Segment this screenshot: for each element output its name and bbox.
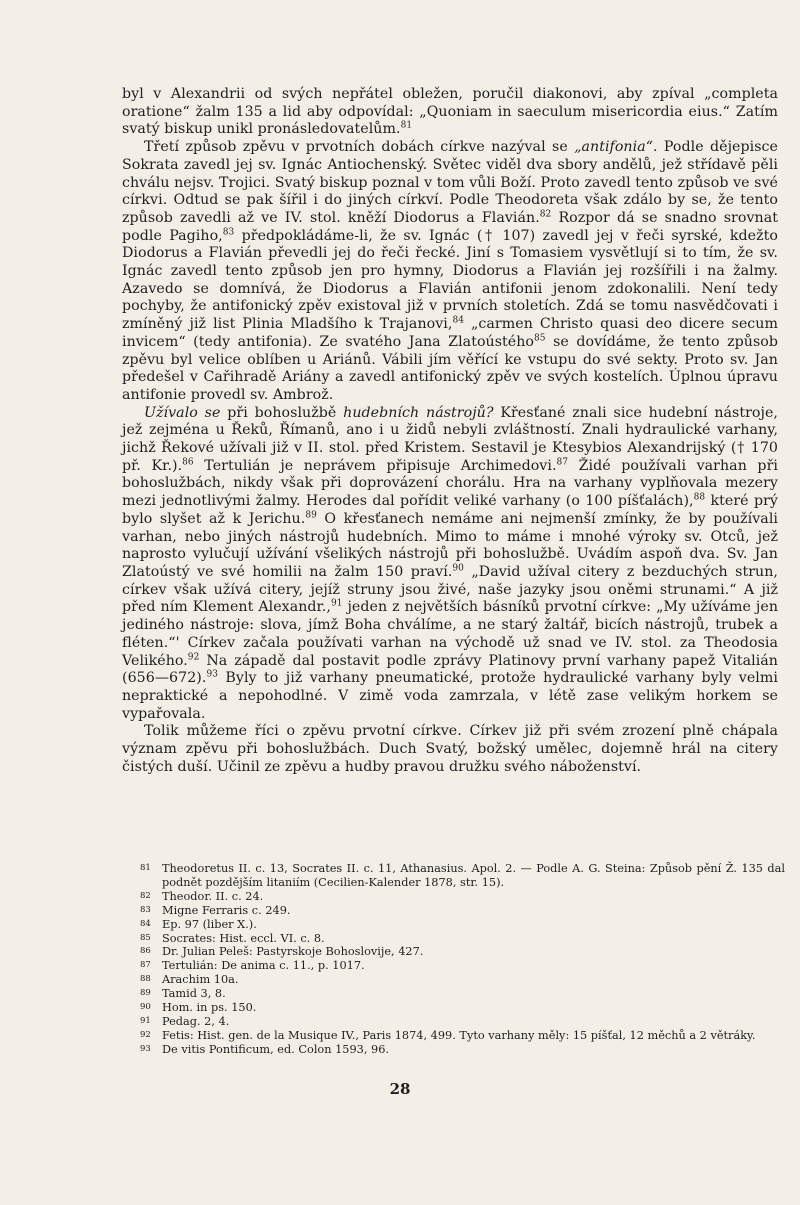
text-run: Křesťané znali sice hudební nástroje, jež zejména u Řeků, Římanů, ano i u židů nebyli zvláštností. Znali hydraulické varhany, jichž Řekové užívali již v II. stol. před Kristem. Sestavil je Ktesybios Alexandrijský († 170 př. Kr.). (122, 404, 778, 474)
footnote-text: Arachim 10a. (162, 973, 239, 987)
text-run: Židé používali varhan při bohoslužbách, nikdy však při doprovázení chorálu. Hra na varhany vyplňovala mezery mezi jednotlivými žalmy. Herodes dal pořídit veliké varhany (o 100 píšťalách), (122, 457, 778, 510)
footnote-ref: 84 (452, 315, 464, 326)
footnote-number: 90 (140, 1002, 151, 1013)
text-run: se dovídáme, že tento způsob zpěvu byl velice oblíben u Ariánů. Vábili jím věřící ke vstupu do své sekty. Proto sv. Jan předešel v Cařihradě Ariány a zavedl antifonický zpěv ve svých kostelích. Úplnou úpravu antifonie provedl sv. Ambrož. (122, 333, 778, 403)
italic-text: „antifonia“ (574, 139, 654, 156)
footnote-ref: 93 (206, 669, 218, 680)
main-text (122, 86, 778, 776)
text-run: O křesťanech nemáme ani nejmenší zmínky, že by používali varhan, nebo jiných nástrojů hudebních. Mimo to máme i mnohé výroky sv. Otců, jež naprosto vylučují užívání všelikých nástrojů při bohoslužbě. Uvádím aspoň dva. Sv. Jan Zlatoústý ve své homilii na žalm 150 praví. (122, 510, 778, 580)
text-run: jeden z největších básníků prvotní církve: „My užíváme jen jediného nástroje: slova, jímž Boha chválíme, a ne starý žaltář, bicích nástrojů, trubek a fléten.“' Církev začala používati varhan na východě už snad ve IV. stol. za Theodosia Velikého. (122, 599, 779, 669)
footnote-number: 88 (140, 974, 151, 985)
footnote-number: 85 (140, 932, 151, 943)
footnote-number: 87 (140, 960, 151, 971)
footnote-text: Tamid 3, 8. (162, 987, 226, 1001)
text-run: „carmen Christo quasi deo dicere secum invicem“ (tedy antifonia). Ze svatého Jana Zlatoústého (122, 316, 778, 350)
footnote (140, 918, 785, 932)
text-run: které prý bylo slyšet až k Jerichu. (122, 493, 778, 527)
footnote-ref: 81 (400, 120, 413, 131)
paragraph (122, 86, 778, 139)
footnote-text: Pedag. 2, 4. (162, 1014, 230, 1028)
footnote (140, 1029, 785, 1043)
text-run: Tolik můžeme říci o zpěvu prvotní církve. Církev již při svém zrození plně chápala význam zpěvu při bohoslužbách. Duch Svatý, božský umělec, dojemně hrál na citery čistých duší. Učinil ze zpěvu a hudby pravou družku svého náboženství. (122, 723, 778, 775)
footnote-ref: 89 (305, 510, 317, 521)
paragraph (122, 723, 778, 776)
footnote-text: Ep. 97 (liber X.). (162, 917, 257, 931)
text-run: Na západě dal postavit podle zprávy Platinovy první varhany papež Vitalián (656—672). (122, 652, 778, 687)
footnote-text: Dr. Julian Peleš: Pastyrskoje Bohoslovije, 427. (162, 945, 424, 959)
text-run: „David užíval citery z bezduchých strun, církev však užívá citery, jejíž struny jsou živé, naše jazyky jsou oněmi strunami.“ A již před ním Klement Alexandr., (122, 563, 778, 616)
footnote (140, 1001, 785, 1015)
text-run: . Podle dějepisce Sokrata zavedl jej sv. Ignác Antiochenský. Světec viděl dva sbory andělů, jež střídavě pěli chválu nejsv. Trojici. Svatý biskup poznal v tom vůli Boží. Proto zavedl tento způsob ve své církvi. Odtud se pak šířil i do jiných církví. Podle Theodoreta však zdálo by se, že tento způsob zavedli až ve IV. stol. kněží Diodorus a Flavián. (122, 139, 778, 226)
footnote (140, 945, 785, 959)
text-run: Tertulián je neprávem připisuje Archimedovi. (193, 457, 557, 474)
footnote-text: Theodor. II. c. 24. (162, 889, 264, 903)
paragraph (122, 405, 778, 724)
text-run: Rozpor dá se snadno srovnat podle Pagiho, (122, 209, 778, 244)
italic-text: hudebních nástrojů? (343, 404, 494, 421)
footnote-ref: 92 (187, 651, 200, 662)
footnote-text: Socrates: Hist. eccl. VI. c. 8. (162, 931, 325, 945)
footnote (140, 862, 785, 890)
footnote-text: Migne Ferraris c. 249. (162, 903, 291, 917)
text-run: při bohoslužbě (220, 404, 344, 421)
footnote (140, 1043, 785, 1057)
footnote (140, 1015, 785, 1029)
footnote-number: 81 (140, 863, 151, 873)
footnote-ref: 90 (452, 563, 464, 574)
footnote-text: Theodoretus II. c. 13, Socrates II. c. 11, Athanasius. Apol. 2. — Podle A. G. Steina: Způsob pění Ž. 135 dal podnět pozdějším litaniím (Cecilien-Kalender 1878, str. 15). (162, 862, 785, 889)
footnote-ref: 86 (182, 457, 194, 468)
footnote-number: 84 (140, 918, 151, 929)
footnote-number: 82 (140, 890, 151, 901)
footnote-ref: 85 (534, 333, 546, 344)
footnote-ref: 82 (539, 209, 552, 220)
text-run: předpokládáme-li, že sv. Ignác († 107) zavedl jej v řeči syrské, kdežto Diodorus a Flavián převedli jej do řeči řecké. Jiní s Tomasiem vysvětlují si to tím, že sv. Ignác zavedl tento způsob jen pro hymny, Diodorus a Flavián jej rozšířili i na žalmy. Azavedo se domnívá, že Diodorus a Flavián antifonii jenom zdokonalili. Není tedy pochyby, že antifonický zpěv existoval již v prvních stoletích. Zdá se tomu nasvědčovati i zmíněný již list Plinia Mladšího k Trajanovi, (122, 227, 778, 333)
footnote (140, 959, 785, 973)
text-run: Třetí způsob zpěvu v prvotních dobách církve nazýval se (144, 139, 575, 156)
footnote-text: Fetis: Hist. gen. de la Musique IV., Paris 1874, 499. Tyto varhany měly: 15 píšťal, 12 měchů a 2 větráky. (162, 1028, 756, 1042)
footnote (140, 904, 785, 918)
footnote-ref: 88 (693, 492, 706, 503)
footnote-number: 91 (140, 1015, 151, 1026)
footnote-ref: 83 (222, 226, 235, 237)
italic-text: Užívalo se (144, 404, 221, 421)
footnote-number: 83 (140, 904, 151, 915)
footnote-number: 93 (140, 1043, 151, 1054)
footnotes-section (140, 862, 785, 1057)
footnote (140, 973, 785, 987)
text-run: byl v Alexandrii od svých nepřátel obležen, poručil diakonovi, aby zpíval „completa oratione“ žalm 135 a lid aby odpovídal: „Quoniam in saeculum misericordia eius.“ Zatím svatý biskup unikl pronásledovatelům. (122, 86, 778, 138)
footnote-number: 92 (140, 1029, 151, 1040)
page-number: 28 (389, 1080, 411, 1098)
text-run: Byly to již varhany pneumatické, protože hydraulické varhany byly velmi nepraktické a nepohodlné. V zimě voda zamrzala, v létě zase velikým horkem se vypařovala. (122, 670, 778, 722)
footnote (140, 932, 785, 946)
footnote-ref: 91 (330, 598, 343, 609)
footnote-text: Hom. in ps. 150. (162, 1001, 257, 1015)
footnote (140, 890, 785, 904)
footnote-text: Tertulián: De anima c. 11., p. 1017. (162, 959, 365, 973)
paragraph (122, 139, 778, 405)
footnote (140, 987, 785, 1001)
footnote-ref: 87 (556, 457, 569, 468)
footnote-number: 89 (140, 988, 151, 999)
footnote-text: De vitis Pontificum, ed. Colon 1593, 96. (162, 1042, 389, 1056)
footnote-number: 86 (140, 946, 151, 957)
